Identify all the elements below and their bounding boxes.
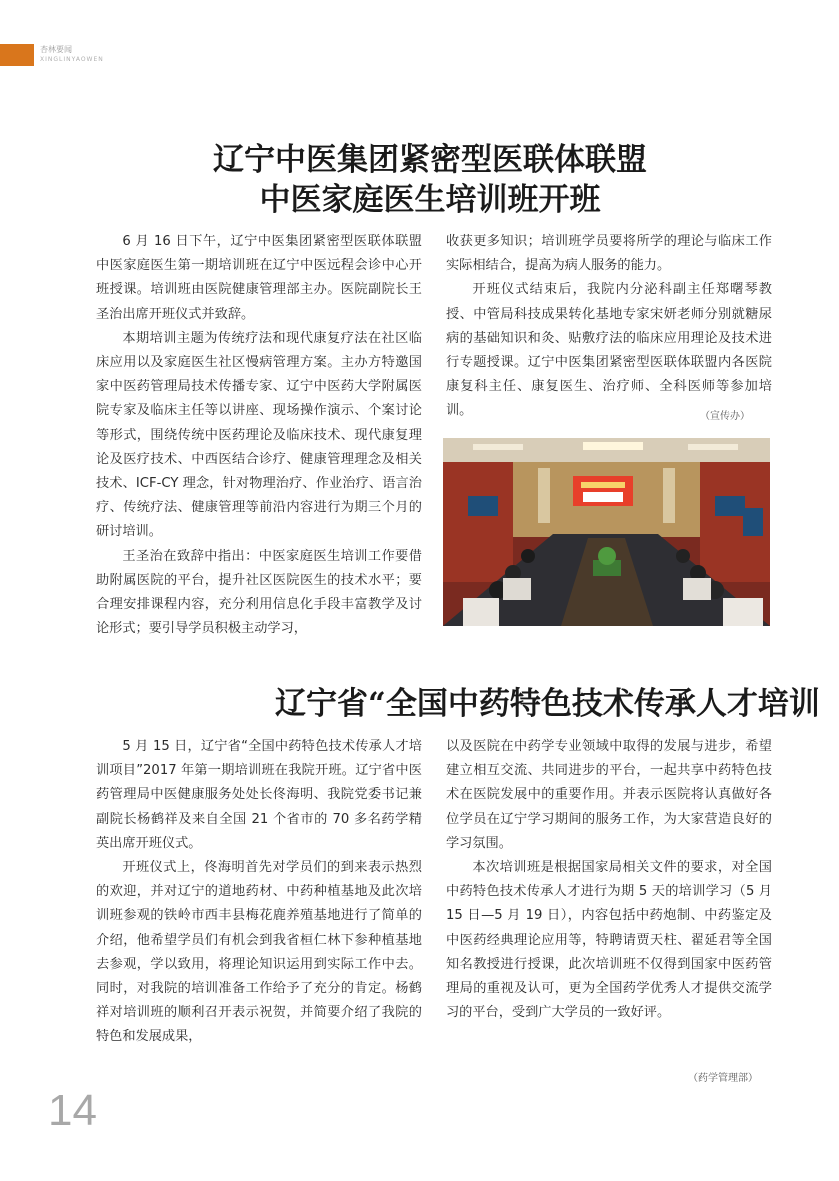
article2-paragraph: 5 月 15 日，辽宁省“全国中药特色技术传承人才培训项目”2017 年第一期培训班在我院开班。辽宁省中医药管理局中医健康服务处处长佟海明、我院党委书记兼副院长杨鹤祥及来自全国 21 个省市的 70 多名药学精英出席开班仪式。: [96, 739, 422, 851]
article2-paragraph: 本次培训班是根据国家局相关文件的要求，对全国中药特色技术传承人才进行为期 5 天的培训学习（5 月 15 日—5 月 19 日），内容包括中药炮制、中药鉴定及中医药经典理论应用等，特聘请贾天柱、翟延君等全国知名教授进行授课，此次培训班不仅得到国家中医药管理局的重视及认可，更为全国药学优秀人才提供交流学习的平台，受到广大学员的一致好评。: [446, 860, 772, 1021]
article1-left-column: [96, 230, 422, 641]
article2-left-column: [96, 735, 422, 1050]
article1-title-line1: 辽宁中医集团紧密型医联体联盟: [213, 142, 647, 178]
article1-paragraph: 开班仪式结束后，我院内分泌科副主任郑曙琴教授、中管局科技成果转化基地专家宋妍老师分别就糖尿病的基础知识和灸、贴敷疗法的临床应用理论及技术进行专题授课。辽宁中医集团紧密型医联体联盟内各医院康复科主任、康复医生、治疗师、全科医师等参加培训。: [446, 282, 772, 419]
article1-right-column: [446, 230, 772, 424]
article2-source: （药学管理部）: [688, 1073, 758, 1084]
article1-title-line2: 中医家庭医生培训班开班: [259, 182, 601, 218]
article2-title: 辽宁省“全国中药特色技术传承人才培训: [275, 686, 820, 722]
section-pinyin: XINGLINYAOWEN: [40, 56, 104, 63]
article1-continuation: 收获更多知识；培训班学员要将所学的理论与临床工作实际相结合，提高为病人服务的能力。: [446, 234, 772, 274]
article2-continuation: 以及医院在中药学专业领域中取得的发展与进步，希望建立相互交流、共同进步的平台，一起共享中药特色技术在医院发展中的重要作用。并表示医院将认真做好各位学员在辽宁学习期间的服务工作，为大家营造良好的学习氛围。: [446, 739, 772, 851]
article1-paragraph: 王圣治在致辞中指出：中医家庭医生培训工作要借助附属医院的平台，提升社区医院医生的技术水平；要合理安排课程内容，充分利用信息化手段丰富教学及讨论形式；要引导学员积极主动学习，: [96, 548, 422, 637]
article1-paragraph: 6 月 16 日下午，辽宁中医集团紧密型医联体联盟中医家庭医生第一期培训班在辽宁中医远程会诊中心开班授课。培训班由医院健康管理部主办。医院副院长王圣治出席开班仪式并致辞。: [96, 234, 422, 322]
section-name: 杏林要闻: [40, 45, 72, 54]
training-meeting-photo: [443, 438, 770, 626]
article1-paragraph: 本期培训主题为传统疗法和现代康复疗法在社区临床应用以及家庭医生社区慢病管理方案。主办方特邀国家中医药管理局技术传播专家、辽宁中医药大学附属医院专家及临床主任等以讲座、现场操作演示、个案讨论等形式，围绕传统中医药理论及临床技术、现代康复理论及医疗技术、中西医结合诊疗、健康管理理念及相关技术、ICF-CY 理念，针对物理治疗、作业治疗、语言治疗、传统疗法、健康管理等前沿内容进行为期三个月的研讨培训。: [96, 330, 422, 540]
section-tab-marker: [0, 44, 34, 66]
article2-right-column: [446, 735, 772, 1025]
article1-source: （宣传办）: [700, 411, 750, 422]
article2-paragraph: 开班仪式上，佟海明首先对学员们的到来表示热烈的欢迎，并对辽宁的道地药材、中药种植基地及此次培训班参观的铁岭市西丰县梅花鹿养殖基地进行了简单的介绍，他希望学员们有机会到我省桓仁林下参种植基地去参观，学以致用，将理论知识运用到实际工作中去。同时，对我院的培训准备工作给予了充分的肯定。杨鹤祥对培训班的顺利召开表示祝贺，并简要介绍了我院的特色和发展成果，: [96, 860, 422, 1045]
page-number: 14: [48, 1086, 97, 1135]
